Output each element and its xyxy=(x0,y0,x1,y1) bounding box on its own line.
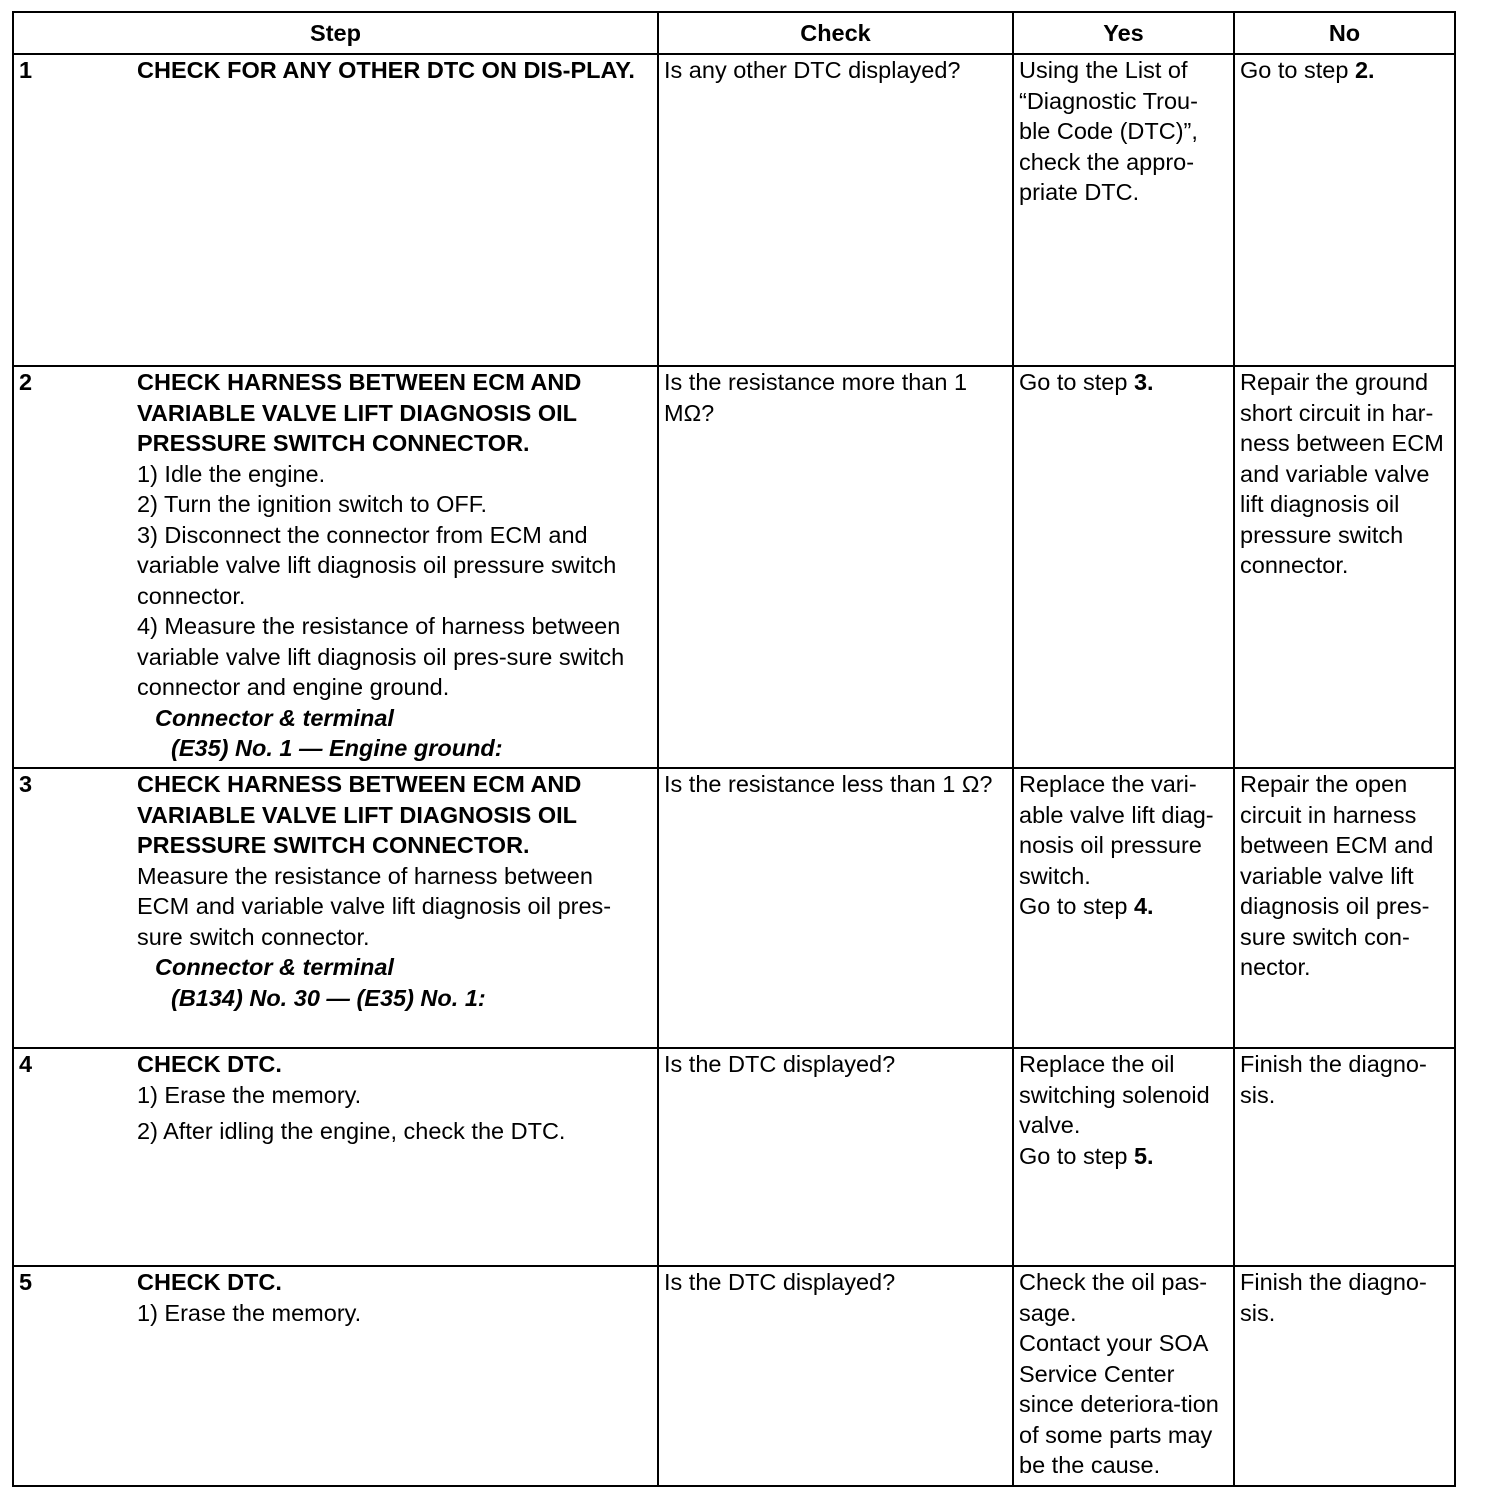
yes-cell xyxy=(1013,768,1234,1048)
instruction: Measure the resistance of harness between ECM and variable valve lift diagnosis oil pres-sure switch connector. xyxy=(137,862,612,950)
table-row xyxy=(13,366,1455,768)
yes-goto: Go to step xyxy=(1019,1142,1134,1169)
step-number: 3 xyxy=(19,771,33,797)
connector-label: Connector & terminal xyxy=(155,704,394,731)
step-cell xyxy=(13,366,658,768)
step-number: 1 xyxy=(19,57,33,83)
table-row xyxy=(13,1048,1455,1266)
yes-goto: Go to step xyxy=(1019,893,1134,919)
yes-text: Replace the vari-able valve lift diag-nosis oil pressure switch. xyxy=(1019,771,1214,889)
no-cell: Repair the open circuit in harness between ECM and variable valve lift diagnosis oil pres-sure switch con-nector. xyxy=(1234,768,1455,1048)
step-title: CHECK DTC. xyxy=(137,1051,282,1077)
header-no: No xyxy=(1234,12,1455,54)
step-reference: 5. xyxy=(1133,1142,1154,1169)
step-cell xyxy=(13,768,658,1048)
step-reference: 2. xyxy=(1354,57,1375,83)
yes-cell xyxy=(1013,366,1234,768)
diagnostic-table xyxy=(12,11,1456,1487)
header-row xyxy=(13,12,1455,54)
no-cell xyxy=(1234,54,1455,366)
step-number: 2 xyxy=(19,369,33,395)
step-cell xyxy=(13,54,658,366)
step-reference: 3. xyxy=(1133,369,1154,395)
check-cell: Is the DTC displayed? xyxy=(658,1266,1013,1486)
step-reference: 4. xyxy=(1133,893,1154,919)
yes-cell xyxy=(1013,1048,1234,1266)
check-cell: Is the resistance more than 1 MΩ? xyxy=(658,366,1013,768)
yes-text: Go to step xyxy=(1019,369,1134,395)
no-cell: Finish the diagno-sis. xyxy=(1234,1266,1455,1486)
instruction: 2) Turn the ignition switch to OFF. xyxy=(137,491,488,517)
connector-value: (E35) No. 1 — Engine ground: xyxy=(171,735,503,761)
table-row xyxy=(13,1266,1455,1486)
yes-extra: Contact your SOA Service Center since deteriora-tion of some parts may be the cause. xyxy=(1019,1330,1219,1478)
header-yes: Yes xyxy=(1013,12,1234,54)
header-step: Step xyxy=(13,12,658,54)
step-title: CHECK FOR ANY OTHER DTC ON DIS-PLAY. xyxy=(137,57,635,83)
step-title: CHECK HARNESS BETWEEN ECM AND VARIABLE VALVE LIFT DIAGNOSIS OIL PRESSURE SWITCH CONNECTOR. xyxy=(137,369,582,456)
yes-text: Replace the oil switching solenoid valve. xyxy=(1019,1051,1210,1138)
header-check: Check xyxy=(658,12,1013,54)
connector-label: Connector & terminal xyxy=(155,954,394,980)
check-cell: Is any other DTC displayed? xyxy=(658,54,1013,366)
no-cell: Finish the diagno-sis. xyxy=(1234,1048,1455,1266)
check-cell: Is the resistance less than 1 Ω? xyxy=(658,768,1013,1048)
instruction: 4) Measure the resistance of harness between variable valve lift diagnosis oil pres-sure switch connector and engine ground. xyxy=(137,613,625,700)
yes-cell xyxy=(1013,1266,1234,1486)
no-cell: Repair the ground short circuit in har-ness between ECM and variable valve lift diagnosis oil pressure switch connector. xyxy=(1234,366,1455,768)
table-row xyxy=(13,54,1455,366)
instruction: 1) Erase the memory. xyxy=(137,1081,362,1108)
yes-text: Check the oil pas-sage. xyxy=(1019,1269,1208,1326)
step-cell xyxy=(13,1266,658,1486)
instruction: 1) Erase the memory. xyxy=(137,1299,362,1326)
connector-value: (B134) No. 30 — (E35) No. 1: xyxy=(171,984,486,1011)
check-cell: Is the DTC displayed? xyxy=(658,1048,1013,1266)
yes-cell: Using the List of “Diagnostic Trou-ble Code (DTC)”, check the appro-priate DTC. xyxy=(1013,54,1234,366)
step-number: 4 xyxy=(19,1051,33,1077)
step-title: CHECK HARNESS BETWEEN ECM AND VARIABLE VALVE LIFT DIAGNOSIS OIL PRESSURE SWITCH CONNECTOR. xyxy=(137,771,582,858)
instruction: 2) After idling the engine, check the DTC. xyxy=(137,1118,566,1144)
step-title: CHECK DTC. xyxy=(137,1269,282,1295)
step-cell xyxy=(13,1048,658,1266)
instruction: 1) Idle the engine. xyxy=(137,460,326,487)
table-row xyxy=(13,768,1455,1048)
step-number: 5 xyxy=(19,1269,33,1295)
instruction: 3) Disconnect the connector from ECM and variable valve lift diagnosis oil pressure switch connector. xyxy=(137,521,617,609)
no-text: Go to step xyxy=(1240,57,1355,83)
